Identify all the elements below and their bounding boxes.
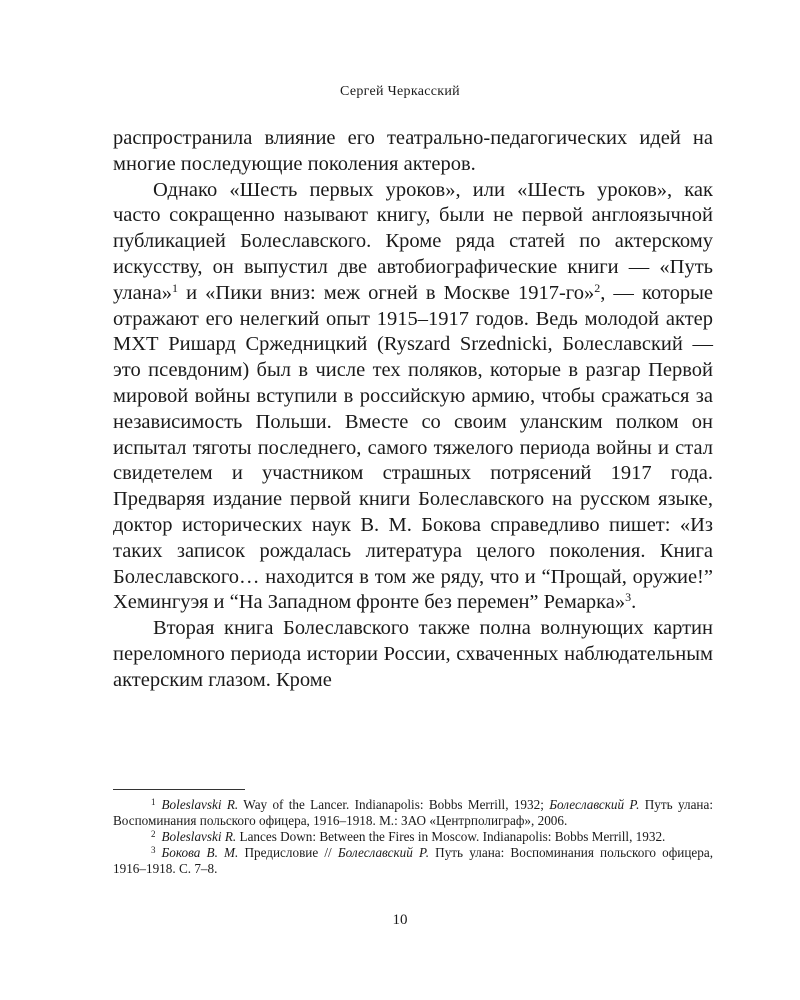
footnote-number: 2 (151, 829, 156, 839)
footnote-number: 3 (151, 845, 156, 855)
footnote-text: Lances Down: Between the Fires in Moscow. Indianapolis: Bobbs Merrill, 1932. (236, 829, 666, 844)
paragraph-2-part-c: , — которые отражают его нелегкий опыт 1915–1917 годов. Ведь молодой актер МХТ Ришард Сржедницкий (Ryszard Srzednicki, Болеславский — это псевдоним) был в числе тех поляков, которые в разгар Первой мировой войны вступили в российскую армию, чтобы сражаться за независимость Польши. Вместе со своим уланским полком он испытал тяготы последнего, самого тяжелого периода войны и стал свидетелем и участником страшных потрясений 1917 года. Предваряя издание первой книги Болеславского на русском языке, доктор исторических наук В. М. Бокова справедливо пишет: «Из таких записок рождалась литература целого поколения. Книга Болеславского… находится в том же ряду, что и “Прощай, оружие!” Хемингуэя и “На Западном фронте без перемен” Ремарка» (113, 281, 713, 614)
footnotes (113, 797, 713, 877)
main-text (113, 126, 713, 694)
footnote-author: Boleslavski R. (161, 829, 237, 844)
footnote-number: 1 (151, 797, 156, 807)
paragraph-2-part-d: . (631, 591, 637, 614)
page-number: 10 (392, 912, 408, 928)
footnote-3 (113, 845, 713, 877)
footnote-text: Путь улана: Воспоминания польского офицера, 1916–1918. С. 7–8. (113, 845, 714, 876)
footnote-text: Предисловие // (238, 845, 338, 860)
paragraph-3: Вторая книга Болеславского также полна волнующих картин переломного периода истории России, схваченных наблюдательным актерским глазом. Кроме (113, 617, 713, 691)
footnote-ref-2: 2 (594, 280, 601, 295)
footnote-author: Болеславский Р. (337, 845, 430, 860)
paragraph-2-part-a: Однако «Шесть первых уроков», или «Шесть уроков», как часто сокращенно называют книгу, были не первой англоязычной публикацией Болеславского. Кроме ряда статей по актерскому искусству, он выпустил две автобиографические книги — «Путь улана» (113, 178, 713, 304)
paragraph-2-part-b: и «Пики вниз: меж огней в Москве 1917-го» (178, 281, 595, 304)
footnote-text: Путь улана: Воспоминания польского офицера, 1916–1918. М.: ЗАО «Центрполиграф», 2006. (113, 797, 713, 828)
paragraph-1: распространила влияние его театрально-педагогических идей на многие последующие поколения актеров. (113, 127, 713, 175)
footnote-author: Бокова В. М. (161, 845, 239, 860)
footnote-text: Way of the Lancer. Indianapolis: Bobbs Merrill, 1932; (238, 797, 550, 812)
footnote-author: Boleslavski R. (161, 797, 239, 812)
footnote-author: Болеславский Р. (549, 797, 640, 812)
footnote-ref-1: 1 (172, 280, 178, 295)
footnote-ref-3: 3 (625, 590, 632, 605)
footnote-separator (113, 789, 245, 790)
running-title: Сергей Черкасский (340, 84, 460, 99)
paragraph-2 (113, 178, 713, 617)
footnote-2 (113, 829, 713, 845)
footnote-1 (113, 797, 713, 829)
